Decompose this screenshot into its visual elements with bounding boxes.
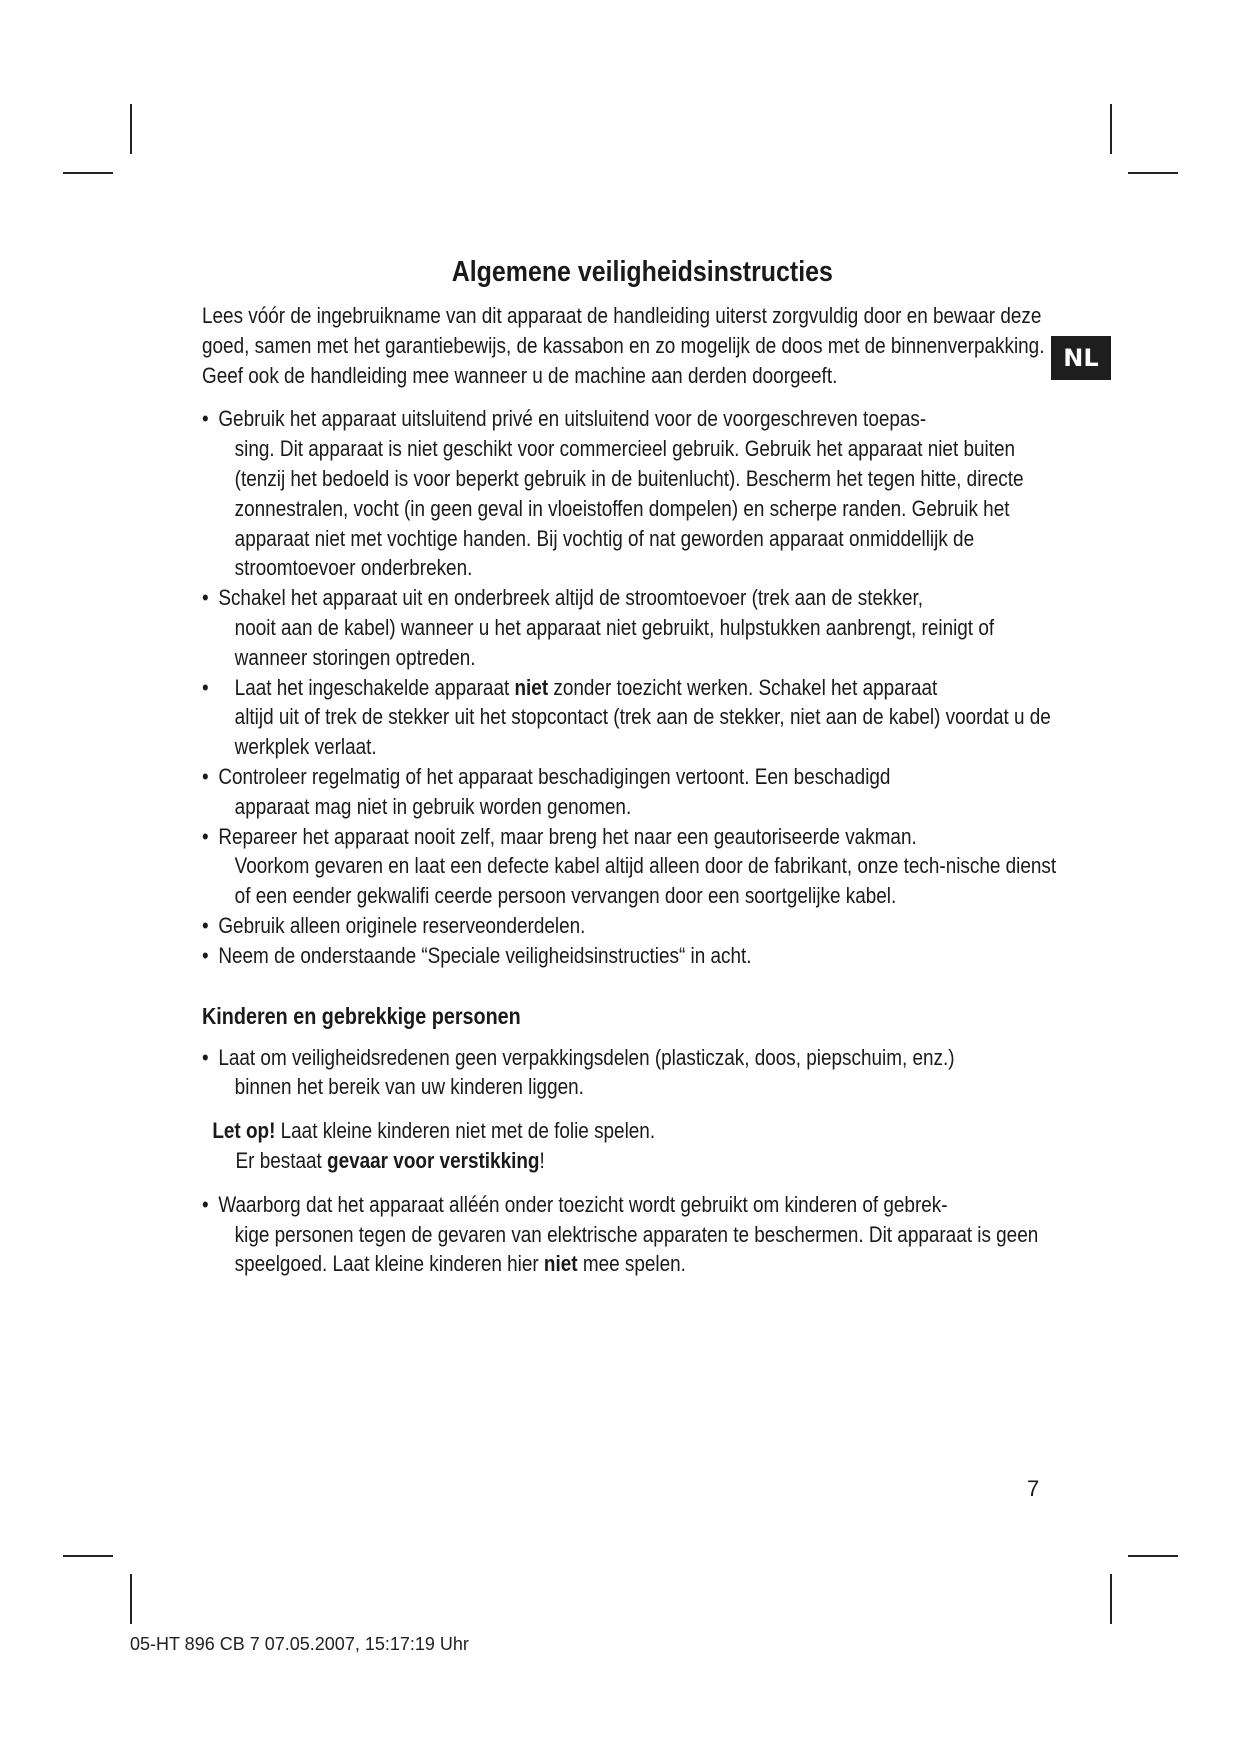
print-footer: 05-HT 896 CB 7 07.05.2007, 15:17:19 Uhr bbox=[130, 1634, 469, 1654]
page-title: Algemene veiligheidsinstructies bbox=[451, 256, 833, 288]
crop-mark-bottom-right-horizontal bbox=[1128, 1555, 1178, 1557]
warning-label: Let op! bbox=[212, 1118, 276, 1144]
crop-mark-top-right-vertical bbox=[1110, 104, 1112, 154]
list-item: • Neem de onderstaande “Speciale veiligheidsinstructies“ in acht. bbox=[202, 942, 752, 968]
children-safety-list bbox=[202, 1043, 1057, 1103]
page-number: 7 bbox=[1027, 1476, 1040, 1501]
crop-mark-top-right-horizontal bbox=[1128, 172, 1178, 174]
list-item: • Laat om veiligheidsredenen geen verpakkingsdelen (plasticzak, doos, piepschuim, enz.) binnen het bereik van uw kinderen liggen. bbox=[202, 1044, 955, 1100]
list-item: • Schakel het apparaat uit en onderbreek altijd de stroomtoevoer (trek aan de stekker, nooit aan de kabel) wanneer u het apparaat niet gebruikt, hulpstukken aanbrengt, reinigt of wanneer storingen optreden. bbox=[202, 585, 995, 670]
list-item: • Gebruik alleen originele reserveonderdelen. bbox=[202, 912, 586, 938]
crop-mark-bottom-left-vertical bbox=[130, 1574, 132, 1624]
language-tab: NL bbox=[1051, 336, 1111, 380]
intro-paragraph: Lees vóór de ingebruikname van dit apparaat de handleiding uiterst zorgvuldig door en bewaar deze goed, samen met het garantiebewijs, de kassabon en zo mogelijk de doos met de binnenverpakking. Geef ook de handleiding mee wanneer u de machine aan derden doorgeeft. bbox=[202, 303, 1045, 388]
crop-mark-top-left-vertical bbox=[130, 104, 132, 154]
general-safety-list bbox=[202, 404, 1057, 970]
crop-mark-bottom-left-horizontal bbox=[63, 1555, 113, 1557]
section-heading-children: Kinderen en gebrekkige personen bbox=[202, 1002, 521, 1029]
warning-note: Let op! Laat kleine kinderen niet met de folie spelen. Er bestaat gevaar voor verstikking! bbox=[212, 1118, 656, 1173]
list-item: • Laat het ingeschakelde apparaat niet zonder toezicht werken. Schakel het apparaat altijd uit of trek de stekker uit het stopcontact (trek aan de stekker, niet aan de kabel) voordat u de werkplek verlaat. bbox=[202, 674, 1051, 760]
crop-mark-top-left-horizontal bbox=[63, 172, 113, 174]
list-item: • Repareer het apparaat nooit zelf, maar breng het naar een geautoriseerde vakman. Voorkom gevaren en laat een defecte kabel altijd alleen door de fabrikant, onze tech-nische dienst of een eender gekwalifi ceerde persoon vervangen door een soortgelijke kabel. bbox=[202, 823, 1057, 909]
crop-mark-bottom-right-vertical bbox=[1110, 1574, 1112, 1624]
list-item: • Waarborg dat het apparaat alléén onder toezicht wordt gebruikt om kinderen of gebrek- kige personen tegen de gevaren van elektrische apparaten te beschermen. Dit apparaat is geen speelgoed. Laat kleine kinderen hier niet mee spelen. bbox=[202, 1191, 1039, 1277]
document-body bbox=[202, 255, 1057, 1279]
children-safety-list-continued bbox=[202, 1190, 1057, 1279]
list-item: • Gebruik het apparaat uitsluitend privé en uitsluitend voor de voorgeschreven toepas- sing. Dit apparaat is niet geschikt voor commercieel gebruik. Gebruik het apparaat niet buiten (tenzij het bedoeld is voor beperkt gebruik in de buitenlucht). Bescherm het tegen hitte, directe zonnestralen, vocht (in geen geval in vloeistoffen dompelen) en scherpe randen. Gebruik het apparaat niet met vochtige handen. Bij vochtig of nat geworden apparaat onmiddellijk de stroomtoevoer onderbreken. bbox=[202, 406, 1024, 581]
list-item: • Controleer regelmatig of het apparaat beschadigingen vertoont. Een beschadigd apparaat mag niet in gebruik worden genomen. bbox=[202, 763, 891, 819]
